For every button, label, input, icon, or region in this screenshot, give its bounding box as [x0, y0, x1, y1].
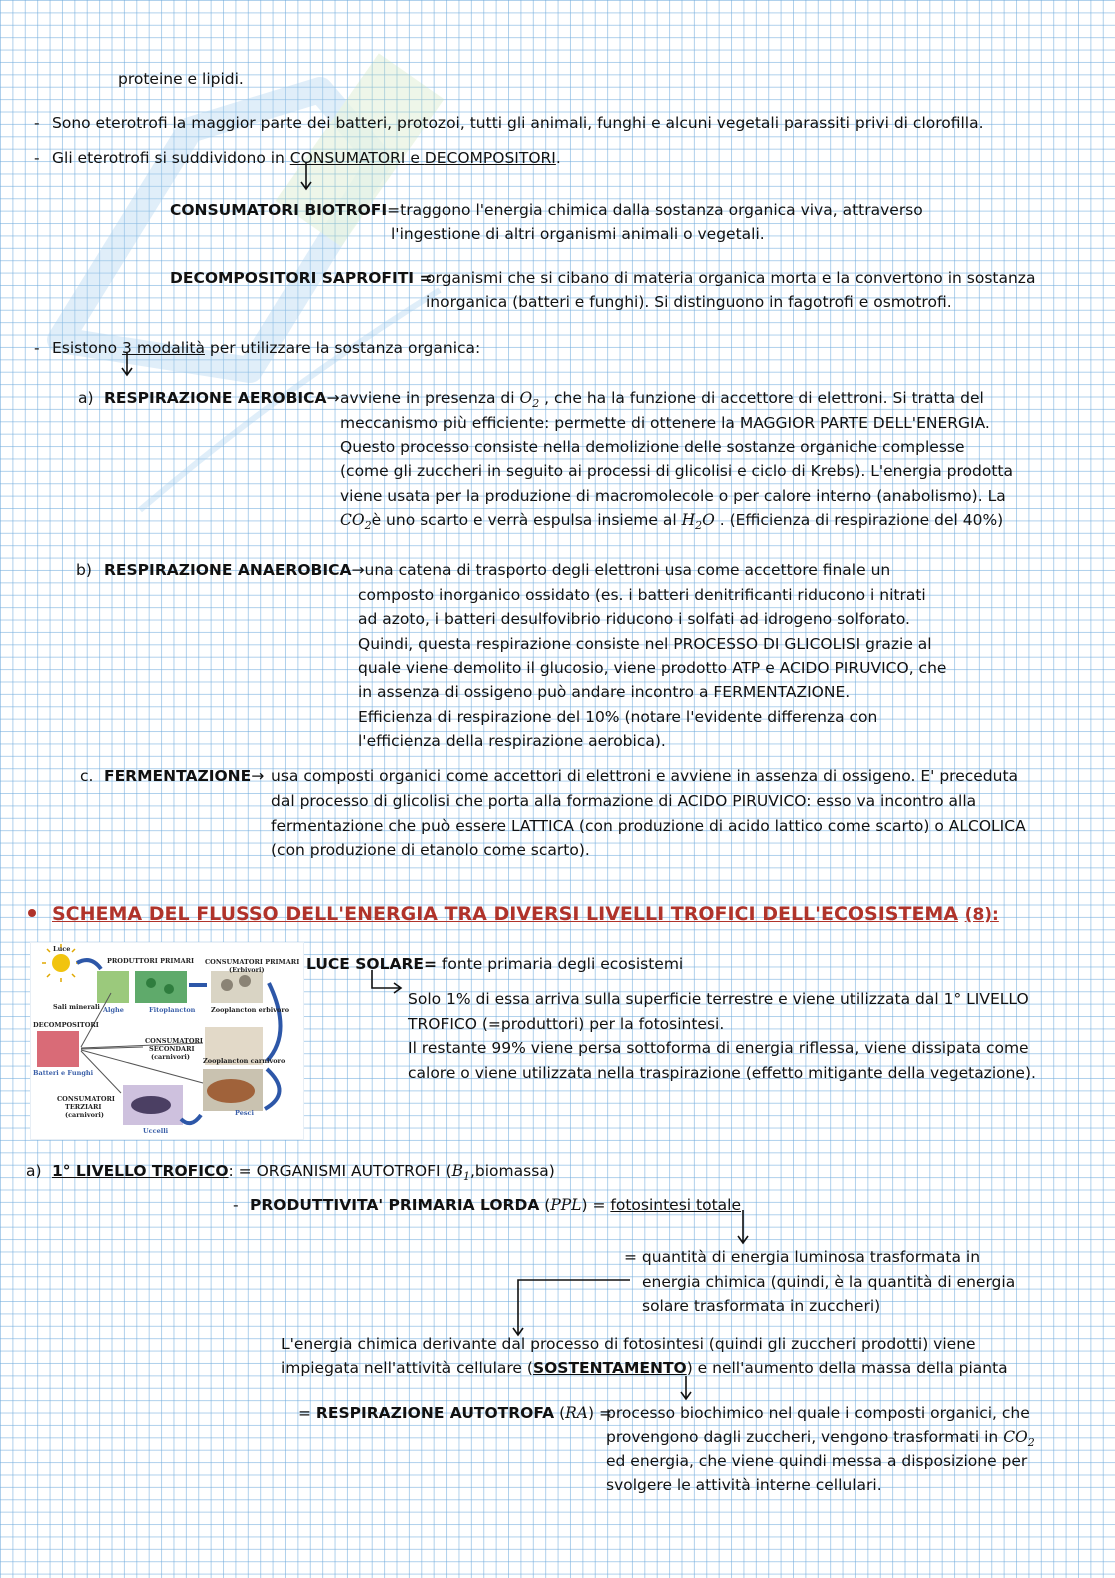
- aerobica-term: RESPIRAZIONE AEROBICA→: [104, 389, 340, 407]
- anaerobica-letter: b): [76, 561, 92, 579]
- livello1-letter: a): [26, 1162, 42, 1180]
- diagram-label: Fitoplancton: [149, 1006, 196, 1014]
- intro-continuation: proteine e lipidi.: [118, 70, 244, 88]
- diagram-label: CONSUMATORI: [145, 1037, 203, 1045]
- fermentazione-l2: dal processo di glicolisi che porta alla formazione di ACIDO PIRUVICO: esso va incontro alla: [271, 792, 977, 810]
- ra-line: = RESPIRAZIONE AUTOTROFA (RA) =: [298, 1404, 612, 1422]
- diagram-label: PRODUTTORI PRIMARI: [107, 957, 195, 965]
- diagram-label: (carnivori): [151, 1053, 190, 1061]
- aerobica-l5: viene usata per la produzione di macromolecole o per calore interno (anabolismo). La: [340, 487, 1006, 505]
- eterotrofi-line: Sono eterotrofi la maggior parte dei batteri, protozoi, tutti gli animali, funghi e alcuni vegetali parassiti privi di clorofilla.: [52, 114, 984, 132]
- aerobica-l1: avviene in presenza di $O_2$ , che ha la funzione di accettore di elettroni. Si tratta del: [340, 389, 984, 411]
- down-arrow-icon: [300, 162, 314, 194]
- aerobica-l3: Questo processo consiste nella demolizione delle sostanze organiche complesse: [340, 438, 965, 456]
- luce-l4: calore o viene utilizzata nella traspirazione (effetto mitigante della vegetazione).: [408, 1064, 1036, 1082]
- anaerobica-l4: Quindi, questa respirazione consiste nel PROCESSO DI GLICOLISI grazie al: [358, 635, 932, 653]
- diagram-label: CONSUMATORI PRIMARI: [205, 958, 300, 966]
- luce-l3: Il restante 99% viene persa sottoforma di energia riflessa, viene dissipata come: [408, 1039, 1029, 1057]
- dash-bullet: -: [34, 114, 40, 132]
- livello1-line: 1° LIVELLO TROFICO: = ORGANISMI AUTOTROFI $(B_1,biomassa)$: [52, 1162, 555, 1184]
- anaerobica-l2: composto inorganico ossidato (es. i batteri denitrificanti riducono i nitrati: [358, 586, 926, 604]
- aerobica-l6: $CO_2è$ uno scarto e verrà espulsa insieme al $H_2O$ . (Efficienza di respirazione del 40%): [340, 511, 1004, 533]
- diagram-label: Sali minerali: [53, 1003, 100, 1011]
- down-arrow-icon: [679, 1376, 695, 1404]
- dash-bullet: -: [233, 1196, 239, 1214]
- elbow-arrow-icon: [510, 1278, 634, 1340]
- quantita-l1: = quantità di energia luminosa trasformata in: [624, 1248, 981, 1266]
- luce-solare-line: LUCE SOLARE= fonte primaria degli ecosistemi: [306, 955, 684, 973]
- decompositori-def: organismi che si cibano di materia organica morta e la convertono in sostanza: [426, 269, 1036, 287]
- anaerobica-term: RESPIRAZIONE ANAEROBICA→una catena di trasporto degli elettroni usa come accettore finale un: [104, 561, 891, 579]
- aerobica-letter: a): [78, 389, 94, 407]
- diagram-label: (carnivori): [65, 1111, 104, 1119]
- fermentazione-l4: (con produzione di etanolo come scarto).: [271, 841, 590, 859]
- schema-heading: SCHEMA DEL FLUSSO DELL'ENERGIA TRA DIVERSI LIVELLI TROFICI DELL'ECOSISTEMA (8):: [52, 903, 999, 925]
- diagram-label: (Erbivori): [229, 966, 265, 974]
- ra-l1: processo biochimico nel quale i composti organici, che: [606, 1404, 1030, 1422]
- diagram-label: Luce: [53, 945, 71, 953]
- decompositori-term: DECOMPOSITORI SAPROFITI =: [170, 269, 433, 287]
- anaerobica-l5: quale viene demolito il glucosio, viene prodotto ATP e ACIDO PIRUVICO, che: [358, 659, 947, 677]
- consumatori-def: CONSUMATORI BIOTROFI=traggono l'energia chimica dalla sostanza organica viva, attraverso: [170, 201, 923, 219]
- ppl-line: PRODUTTIVITA' PRIMARIA LORDA (PPL) = fotosintesi totale: [250, 1196, 741, 1214]
- diagram-label: Batteri e Funghi: [33, 1069, 94, 1077]
- ra-l3: ed energia, che viene quindi messa a disposizione per: [606, 1452, 1028, 1470]
- fermentazione-l1: usa composti organici come accettori di elettroni e avviene in assenza di ossigeno. E' preceduta: [271, 767, 1019, 785]
- diagram-label: Zooplancton carnivoro: [203, 1057, 286, 1065]
- diagram-label: SECONDARI: [149, 1045, 195, 1053]
- down-arrow-icon: [736, 1210, 752, 1248]
- fermentazione-letter: c.: [80, 767, 94, 785]
- aerobica-l4: (come gli zuccheri in seguito ai processi di glicolisi e ciclo di Krebs). L'energia prodotta: [340, 462, 1014, 480]
- luce-l2: TROFICO (=produttori) per la fotosintesi.: [408, 1015, 725, 1033]
- aerobica-l2: meccanismo più efficiente: permette di ottenere la MAGGIOR PARTE DELL'ENERGIA.: [340, 414, 990, 432]
- energia-l1: L'energia chimica derivante dal processo di fotosintesi (quindi gli zuccheri prodotti) viene: [281, 1335, 976, 1353]
- diagram-label: CONSUMATORI: [57, 1095, 115, 1103]
- quantita-l2: energia chimica (quindi, è la quantità di energia: [642, 1273, 1016, 1291]
- energia-l2: impiegata nell'attività cellulare (SOSTENTAMENTO) e nell'aumento della massa della pianta: [281, 1359, 1008, 1377]
- anaerobica-l7: Efficienza di respirazione del 10% (notare l'evidente differenza con: [358, 708, 878, 726]
- anaerobica-l3: ad azoto, i batteri desulfovibrio riducono i solfati ad idrogeno solforato.: [358, 610, 910, 628]
- diagram-label: Zooplancton erbivoro: [211, 1006, 290, 1014]
- trophic-diagram: [30, 942, 304, 1140]
- diagram-label: Pesci: [235, 1109, 254, 1117]
- diagram-label: DECOMPOSITORI: [33, 1021, 99, 1029]
- ra-l2: provengono dagli zuccheri, vengono trasformati in $CO_2$: [606, 1428, 1035, 1450]
- fermentazione-l3: fermentazione che può essere LATTICA (con produzione di acido lattico come scarto) o ALCOLICA: [271, 817, 1026, 835]
- decompositori-def-cont: inorganica (batteri e funghi). Si distinguono in fagotrofi e osmotrofi.: [426, 293, 952, 311]
- fermentazione-term: FERMENTAZIONE→: [104, 767, 265, 785]
- quantita-l3: solare trasformata in zuccheri): [642, 1297, 881, 1315]
- dash-bullet: -: [34, 149, 40, 167]
- diagram-label: TERZIARI: [65, 1103, 102, 1111]
- red-bullet: [28, 909, 36, 917]
- consumatori-def-cont: l'ingestione di altri organismi animali o vegetali.: [391, 225, 765, 243]
- right-arrow-icon: [370, 970, 410, 998]
- luce-l1: Solo 1% di essa arriva sulla superficie terrestre e viene utilizzata dal 1° LIVELLO: [408, 990, 1029, 1008]
- suddivisione-line: Gli eterotrofi si suddividono in CONSUMATORI e DECOMPOSITORI.: [52, 149, 561, 167]
- anaerobica-l8: l'efficienza della respirazione aerobica).: [358, 732, 666, 750]
- diagram-label: Uccelli: [143, 1127, 169, 1135]
- down-arrow-icon: [121, 352, 135, 380]
- diagram-label: Alghe: [103, 1006, 124, 1014]
- modalita-line: Esistono 3 modalità per utilizzare la sostanza organica:: [52, 339, 481, 357]
- anaerobica-l6: in assenza di ossigeno può andare incontro a FERMENTAZIONE.: [358, 683, 851, 701]
- dash-bullet: -: [34, 339, 40, 357]
- ra-l4: svolgere le attività interne cellulari.: [606, 1476, 882, 1494]
